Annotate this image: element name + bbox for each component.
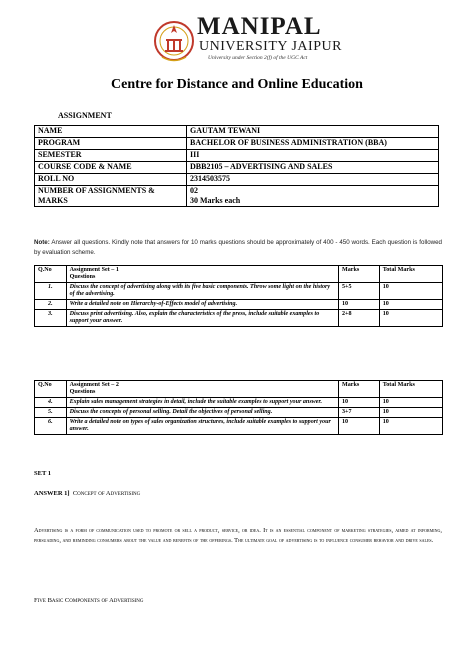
logo-university: UNIVERSITY JAIPUR [199, 39, 342, 54]
question-text: Discuss print advertising. Also, explain the characteristics of the press, include suitable examples to support your answer. [66, 310, 338, 327]
info-label: SEMESTER [35, 150, 187, 162]
questions-label: Questions [69, 389, 96, 395]
table-row [35, 174, 439, 186]
table-row [35, 408, 443, 418]
col-set-header [66, 381, 338, 398]
question-marks: 10 [338, 300, 379, 310]
table-row [35, 150, 439, 162]
question-number: 2. [35, 300, 67, 310]
answer-title: Concept of Advertising [72, 490, 141, 497]
info-value: 2314503575 [187, 174, 439, 186]
set-title: Assignment Set – 1 [69, 267, 119, 273]
logo-wordmark: MANIPAL [197, 13, 322, 40]
question-number: 1. [35, 283, 67, 300]
question-marks: 10 [338, 398, 379, 408]
info-label: NUMBER OF ASSIGNMENTS & MARKS [35, 186, 187, 207]
set-label: SET 1 [34, 470, 52, 477]
info-value: 02 30 Marks each [187, 186, 439, 207]
table-header-row [35, 381, 443, 398]
question-text: Discuss the concepts of personal selling. Detail the objectives of personal selling. [66, 408, 338, 418]
answer-paragraph: Advertising is a form of communication used to promote or sell a product, service, or idea. It is an essential component of marketing strategies, aimed at informing, persuading, and reminding consumers about the value and benefits of the offerings. The ultimate goal of advertising is to influence consumer behavior and drive sales. [34, 527, 442, 544]
question-total: 10 [379, 310, 442, 327]
university-seal-logo [153, 17, 195, 65]
note-label: Note: [34, 239, 50, 246]
answer-heading [34, 490, 140, 497]
section-heading: Five Basic Components of Advertising [34, 597, 144, 604]
table-row [35, 310, 443, 327]
question-text: Discuss the concept of advertising along with its five basic components. Throw some light on the history of the advertising. [66, 283, 338, 300]
question-marks: 2+8 [338, 310, 379, 327]
table-row [35, 126, 439, 138]
info-value: BACHELOR OF BUSINESS ADMINISTRATION (BBA) [187, 138, 439, 150]
student-info-table [34, 125, 439, 207]
info-label: COURSE CODE & NAME [35, 162, 187, 174]
question-total: 10 [379, 300, 442, 310]
question-total: 10 [379, 418, 442, 435]
col-total-header: Total Marks [379, 266, 442, 283]
table-row [35, 138, 439, 150]
info-value: III [187, 150, 439, 162]
table-header-row [35, 266, 443, 283]
col-qno-header: Q.No [35, 266, 67, 283]
question-text: Explain sales management strategies in detail, include the suitable examples to support your answer. [66, 398, 338, 408]
table-row [35, 162, 439, 174]
question-number: 3. [35, 310, 67, 327]
set-title: Assignment Set – 2 [69, 382, 119, 388]
assignment-heading: ASSIGNMENT [58, 111, 112, 120]
col-total-header: Total Marks [379, 381, 442, 398]
assignment-set-2-table [34, 380, 443, 435]
question-total: 10 [379, 408, 442, 418]
col-marks-header: Marks [338, 266, 379, 283]
instructions-note [34, 238, 442, 258]
question-number: 5. [35, 408, 67, 418]
table-row [35, 300, 443, 310]
question-marks: 10 [338, 418, 379, 435]
assignment-set-1-table [34, 265, 443, 327]
col-marks-header: Marks [338, 381, 379, 398]
info-label: ROLL NO [35, 174, 187, 186]
info-value: DBB2105 – ADVERTISING AND SALES [187, 162, 439, 174]
page-title: Centre for Distance and Online Education [111, 77, 363, 92]
question-text: Write a detailed note on types of sales organization structures, include suitable examples to support your answer. [66, 418, 338, 435]
col-qno-header: Q.No [35, 381, 67, 398]
table-row [35, 283, 443, 300]
question-marks: 3+7 [338, 408, 379, 418]
note-text: Answer all questions. Kindly note that answers for 10 marks questions should be approximately of 400 - 450 words. Each question is followed by evaluation scheme. [34, 239, 442, 256]
question-total: 10 [379, 398, 442, 408]
logo-subtitle: University under Section 2(f) of the UGC Act [208, 55, 308, 61]
col-set-header [66, 266, 338, 283]
table-row [35, 418, 443, 435]
question-number: 6. [35, 418, 67, 435]
question-marks: 5+5 [338, 283, 379, 300]
info-label: NAME [35, 126, 187, 138]
question-text: Write a detailed note on Hierarchy-of-Effects model of advertising. [66, 300, 338, 310]
table-row [35, 398, 443, 408]
questions-label: Questions [69, 274, 96, 280]
info-value: GAUTAM TEWANI [187, 126, 439, 138]
answer-prefix: ANSWER 1] [34, 490, 70, 497]
question-total: 10 [379, 283, 442, 300]
question-number: 4. [35, 398, 67, 408]
info-label: PROGRAM [35, 138, 187, 150]
table-row [35, 186, 439, 207]
